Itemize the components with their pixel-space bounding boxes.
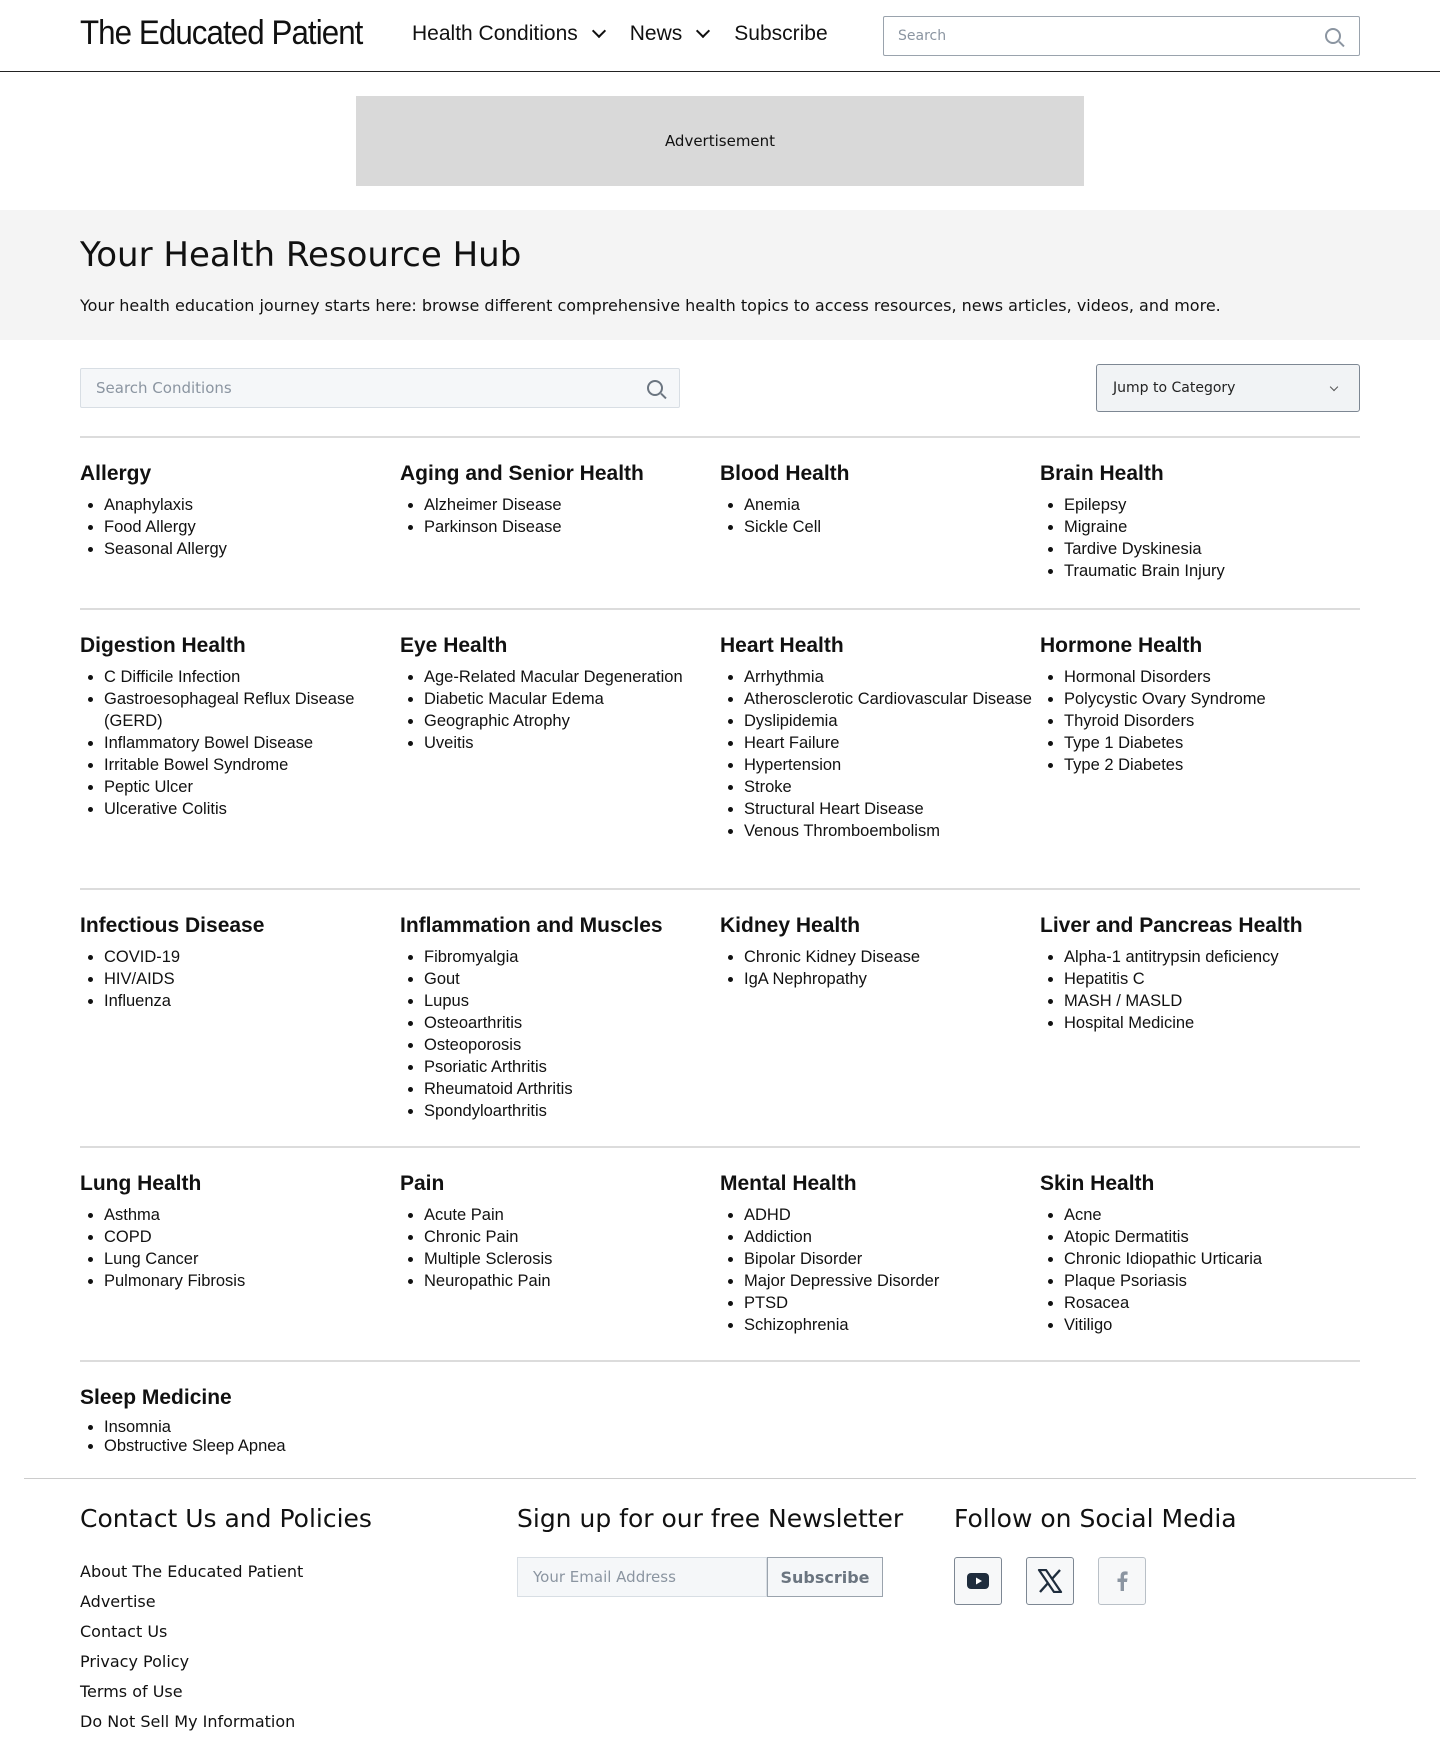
category-lung-health xyxy=(80,1172,400,1360)
list-item xyxy=(104,1226,400,1248)
condition-link[interactable]: Osteoarthritis xyxy=(424,1014,523,1032)
list-item xyxy=(104,1437,404,1456)
condition-link[interactable]: Hospital Medicine xyxy=(1064,1014,1195,1032)
list-item xyxy=(744,1204,1040,1226)
condition-link[interactable]: Pulmonary Fibrosis xyxy=(104,1272,246,1290)
condition-link[interactable]: COPD xyxy=(104,1228,152,1246)
list-item xyxy=(1064,990,1360,1012)
list-item xyxy=(1064,1226,1360,1248)
condition-link[interactable]: Spondyloarthritis xyxy=(424,1102,547,1120)
hero-section xyxy=(0,210,1440,340)
condition-link[interactable]: Acne xyxy=(1064,1206,1102,1224)
jump-to-category-select[interactable] xyxy=(1096,364,1360,412)
condition-link[interactable]: PTSD xyxy=(744,1294,789,1312)
category-list xyxy=(1040,666,1360,776)
category-row xyxy=(80,888,1360,1146)
category-title[interactable]: Hormone Health xyxy=(1040,634,1203,657)
condition-link[interactable]: Acute Pain xyxy=(424,1206,504,1224)
condition-link[interactable]: COVID-19 xyxy=(104,948,181,966)
condition-link[interactable]: Schizophrenia xyxy=(744,1316,849,1334)
list-item xyxy=(744,1314,1040,1336)
youtube-button[interactable] xyxy=(954,1557,1002,1605)
newsletter-subscribe-button[interactable]: Subscribe xyxy=(767,1557,883,1597)
list-item xyxy=(424,1056,720,1078)
list-item xyxy=(424,666,720,688)
category-heart-health xyxy=(720,634,1040,888)
footer-social xyxy=(954,1504,1237,1605)
condition-link[interactable]: Parkinson Disease xyxy=(424,518,562,536)
list-item xyxy=(744,1226,1040,1248)
condition-link[interactable]: Addiction xyxy=(744,1228,812,1246)
category-list xyxy=(720,1204,1040,1336)
condition-link[interactable]: Stroke xyxy=(744,778,792,796)
list-item xyxy=(424,1012,720,1034)
condition-link[interactable]: Alpha-1 antitrypsin deficiency xyxy=(1064,948,1279,966)
page-title: Your Health Resource Hub xyxy=(80,235,522,275)
footer-contact-title: Contact Us and Policies xyxy=(80,1504,372,1533)
facebook-button[interactable] xyxy=(1098,1557,1146,1605)
list-item xyxy=(424,688,720,710)
nav-health-conditions-label: Health Conditions xyxy=(412,22,578,45)
footer-link-about[interactable]: About The Educated Patient xyxy=(80,1562,304,1581)
list-item xyxy=(424,990,720,1012)
condition-link[interactable]: Food Allergy xyxy=(104,518,196,536)
list-item xyxy=(1064,754,1360,776)
condition-link[interactable]: Uveitis xyxy=(424,734,474,752)
list-item xyxy=(424,1226,720,1248)
category-title[interactable]: Blood Health xyxy=(720,462,850,485)
category-title[interactable]: Aging and Senior Health xyxy=(400,462,644,485)
social-title: Follow on Social Media xyxy=(954,1504,1237,1533)
list-item xyxy=(744,820,1040,842)
list-item xyxy=(744,798,1040,820)
category-list xyxy=(400,494,720,538)
list-item xyxy=(424,516,720,538)
list-item xyxy=(744,494,1040,516)
condition-link[interactable]: Insomnia xyxy=(104,1418,171,1436)
list-item xyxy=(104,1270,400,1292)
newsletter-title: Sign up for our free Newsletter xyxy=(517,1504,904,1533)
category-title[interactable]: Sleep Medicine xyxy=(80,1386,232,1409)
category-infectious-disease xyxy=(80,914,400,1146)
nav-news-label: News xyxy=(629,22,683,45)
header-search-input[interactable] xyxy=(884,17,1359,55)
list-item xyxy=(104,1418,404,1437)
condition-link[interactable]: HIV/AIDS xyxy=(104,970,175,988)
category-blood-health xyxy=(720,462,1040,608)
category-list xyxy=(720,494,1040,538)
category-title[interactable]: Digestion Health xyxy=(80,634,246,657)
list-item xyxy=(1064,538,1360,560)
list-item xyxy=(104,946,400,968)
condition-link[interactable]: Structural Heart Disease xyxy=(744,800,924,818)
condition-link[interactable]: Chronic Kidney Disease xyxy=(744,948,921,966)
category-brain-health xyxy=(1040,462,1360,608)
list-item xyxy=(1064,1314,1360,1336)
condition-link[interactable]: MASH / MASLD xyxy=(1064,992,1183,1010)
list-item xyxy=(1064,1292,1360,1314)
category-liver-pancreas-health xyxy=(1040,914,1360,1146)
x-icon xyxy=(1037,1569,1063,1593)
nav-subscribe-label: Subscribe xyxy=(734,22,828,45)
category-inflammation-muscles xyxy=(400,914,720,1146)
list-item xyxy=(744,1248,1040,1270)
list-item xyxy=(104,1204,400,1226)
category-list xyxy=(400,1204,720,1292)
condition-link[interactable]: Rheumatoid Arthritis xyxy=(424,1080,573,1098)
condition-link[interactable]: Psoriatic Arthritis xyxy=(424,1058,547,1076)
social-links xyxy=(954,1557,1237,1605)
condition-link[interactable]: Arrhythmia xyxy=(744,668,824,686)
list-item xyxy=(1064,1012,1360,1034)
condition-link[interactable]: Diabetic Macular Edema xyxy=(424,690,604,708)
category-list xyxy=(80,666,400,820)
footer-newsletter xyxy=(517,1504,903,1597)
list-item xyxy=(424,494,720,516)
condition-link[interactable]: Chronic Idiopathic Urticaria xyxy=(1064,1250,1263,1268)
footer-divider xyxy=(24,1478,1416,1479)
condition-link[interactable]: Anemia xyxy=(744,496,800,514)
condition-link[interactable]: Seasonal Allergy xyxy=(104,540,227,558)
category-row xyxy=(80,1146,1360,1360)
condition-link[interactable]: Neuropathic Pain xyxy=(424,1272,551,1290)
category-hormone-health xyxy=(1040,634,1360,888)
category-pain xyxy=(400,1172,720,1360)
condition-link[interactable]: C Difficile Infection xyxy=(104,668,241,686)
list-item xyxy=(744,710,1040,732)
condition-link[interactable]: Dyslipidemia xyxy=(744,712,838,730)
category-list xyxy=(80,946,400,1012)
list-item xyxy=(744,688,1040,710)
list-item xyxy=(744,754,1040,776)
list-item xyxy=(424,1034,720,1056)
condition-link[interactable]: IgA Nephropathy xyxy=(744,970,867,988)
category-title[interactable]: Skin Health xyxy=(1040,1172,1155,1195)
category-title[interactable]: Eye Health xyxy=(400,634,508,657)
list-item xyxy=(1064,1270,1360,1292)
list-item xyxy=(104,688,400,732)
condition-link[interactable]: Peptic Ulcer xyxy=(104,778,193,796)
condition-link[interactable]: ADHD xyxy=(744,1206,791,1224)
list-item xyxy=(744,732,1040,754)
condition-link[interactable]: Polycystic Ovary Syndrome xyxy=(1064,690,1266,708)
condition-link[interactable]: Vitiligo xyxy=(1064,1316,1113,1334)
list-item xyxy=(1064,1204,1360,1226)
condition-link[interactable]: Hormonal Disorders xyxy=(1064,668,1211,686)
category-aging-senior-health xyxy=(400,462,720,608)
list-item xyxy=(1064,666,1360,688)
category-title[interactable]: Infectious Disease xyxy=(80,914,265,937)
condition-link[interactable]: Plaque Psoriasis xyxy=(1064,1272,1187,1290)
list-item xyxy=(744,1292,1040,1314)
conditions-search-input[interactable] xyxy=(81,369,679,407)
chevron-down-icon xyxy=(592,24,606,38)
condition-link[interactable]: Gout xyxy=(424,970,460,988)
category-list xyxy=(80,1204,400,1292)
newsletter-form xyxy=(517,1557,903,1597)
list-item xyxy=(424,710,720,732)
header-search xyxy=(883,16,1360,56)
chevron-down-icon xyxy=(1330,383,1338,391)
list-item xyxy=(1064,1248,1360,1270)
list-item xyxy=(1064,494,1360,516)
list-item xyxy=(104,798,400,820)
site-logo[interactable]: The Educated Patient xyxy=(80,14,363,52)
condition-link[interactable]: Age-Related Macular Degeneration xyxy=(424,668,683,686)
list-item xyxy=(104,516,400,538)
list-item xyxy=(424,1248,720,1270)
list-item xyxy=(104,754,400,776)
condition-link[interactable]: Inflammatory Bowel Disease xyxy=(104,734,314,752)
category-sleep-medicine xyxy=(80,1386,404,1470)
condition-link[interactable]: Type 2 Diabetes xyxy=(1064,756,1184,774)
condition-link[interactable]: Thyroid Disorders xyxy=(1064,712,1195,730)
condition-link[interactable]: Migraine xyxy=(1064,518,1128,536)
category-list xyxy=(80,494,400,560)
list-item xyxy=(424,968,720,990)
list-item xyxy=(1064,946,1360,968)
footer-link-terms[interactable]: Terms of Use xyxy=(80,1682,183,1701)
condition-link[interactable]: Osteoporosis xyxy=(424,1036,522,1054)
list-item xyxy=(744,776,1040,798)
list-item xyxy=(744,516,1040,538)
category-list xyxy=(80,1418,404,1456)
category-allergy xyxy=(80,462,400,608)
list-item xyxy=(1064,688,1360,710)
condition-link[interactable]: Gastroesophageal Reflux Disease (GERD) xyxy=(104,690,355,730)
main-nav xyxy=(412,22,854,46)
condition-link[interactable]: Tardive Dyskinesia xyxy=(1064,540,1202,558)
condition-link[interactable]: Anaphylaxis xyxy=(104,496,193,514)
category-title[interactable]: Kidney Health xyxy=(720,914,861,937)
footer-link-contact[interactable]: Contact Us xyxy=(80,1622,168,1641)
condition-link[interactable]: Lung Cancer xyxy=(104,1250,199,1268)
youtube-icon xyxy=(967,1573,989,1589)
list-item xyxy=(1064,710,1360,732)
category-grid xyxy=(80,436,1360,1470)
search-icon[interactable] xyxy=(647,380,663,396)
nav-subscribe[interactable] xyxy=(734,22,827,46)
page-description: Your health education journey starts here: browse different comprehensive health topics to access resources, news articles, videos, and more. xyxy=(80,296,1221,315)
list-item xyxy=(1064,560,1360,582)
category-title[interactable]: Brain Health xyxy=(1040,462,1164,485)
list-item xyxy=(424,946,720,968)
site-header xyxy=(0,0,1440,72)
x-button[interactable] xyxy=(1026,1557,1074,1605)
list-item xyxy=(1064,516,1360,538)
condition-link[interactable]: Lupus xyxy=(424,992,469,1010)
condition-link[interactable]: Asthma xyxy=(104,1206,160,1224)
condition-link[interactable]: Irritable Bowel Syndrome xyxy=(104,756,289,774)
list-item xyxy=(104,776,400,798)
category-title[interactable]: Inflammation and Muscles xyxy=(400,914,663,937)
category-eye-health xyxy=(400,634,720,888)
category-skin-health xyxy=(1040,1172,1360,1360)
condition-link[interactable]: Atherosclerotic Cardiovascular Disease xyxy=(744,690,1032,708)
jump-to-category-label: Jump to Category xyxy=(1113,380,1236,396)
nav-news[interactable] xyxy=(630,22,709,46)
category-digestion-health xyxy=(80,634,400,888)
footer-contact xyxy=(80,1504,372,1737)
list-item xyxy=(424,1270,720,1292)
category-title[interactable]: Allergy xyxy=(80,462,152,485)
category-list xyxy=(1040,946,1360,1034)
condition-link[interactable]: Hypertension xyxy=(744,756,842,774)
condition-link[interactable]: Chronic Pain xyxy=(424,1228,519,1246)
advertisement-label: Advertisement xyxy=(664,132,776,150)
condition-link[interactable]: Type 1 Diabetes xyxy=(1064,734,1184,752)
list-item xyxy=(104,666,400,688)
condition-link[interactable]: Fibromyalgia xyxy=(424,948,519,966)
condition-link[interactable]: Sickle Cell xyxy=(744,518,822,536)
category-row xyxy=(80,1360,1360,1470)
category-mental-health xyxy=(720,1172,1040,1360)
category-row xyxy=(80,608,1360,888)
list-item xyxy=(104,494,400,516)
advertisement-banner[interactable] xyxy=(356,96,1084,186)
list-item xyxy=(1064,968,1360,990)
list-item xyxy=(424,1100,720,1122)
condition-link[interactable]: Heart Failure xyxy=(744,734,840,752)
list-item xyxy=(1064,732,1360,754)
condition-link[interactable]: Geographic Atrophy xyxy=(424,712,570,730)
category-row xyxy=(80,436,1360,608)
category-list xyxy=(400,946,720,1122)
nav-health-conditions[interactable] xyxy=(412,22,604,46)
list-item xyxy=(744,968,1040,990)
category-title[interactable]: Heart Health xyxy=(720,634,844,657)
search-icon[interactable] xyxy=(1325,28,1341,44)
category-list xyxy=(1040,494,1360,582)
category-title[interactable]: Mental Health xyxy=(720,1172,857,1195)
conditions-search xyxy=(80,368,680,408)
footer-link-privacy[interactable]: Privacy Policy xyxy=(80,1652,190,1671)
list-item xyxy=(104,538,400,560)
footer-link-advertise[interactable]: Advertise xyxy=(80,1592,156,1611)
list-item xyxy=(104,1248,400,1270)
newsletter-email-input[interactable] xyxy=(517,1557,767,1597)
condition-link[interactable]: Venous Thromboembolism xyxy=(744,822,940,840)
condition-link[interactable]: Bipolar Disorder xyxy=(744,1250,863,1268)
condition-link[interactable]: Atopic Dermatitis xyxy=(1064,1228,1189,1246)
condition-link[interactable]: Multiple Sclerosis xyxy=(424,1250,553,1268)
list-item xyxy=(744,666,1040,688)
list-item xyxy=(104,732,400,754)
list-item xyxy=(104,968,400,990)
list-item xyxy=(424,732,720,754)
condition-link[interactable]: Major Depressive Disorder xyxy=(744,1272,940,1290)
list-item xyxy=(744,1270,1040,1292)
category-list xyxy=(400,666,720,754)
category-list xyxy=(720,666,1040,842)
list-item xyxy=(744,946,1040,968)
condition-link[interactable]: Ulcerative Colitis xyxy=(104,800,227,818)
list-item xyxy=(104,990,400,1012)
condition-link[interactable]: Obstructive Sleep Apnea xyxy=(104,1437,286,1455)
condition-link[interactable]: Traumatic Brain Injury xyxy=(1064,562,1225,580)
condition-link[interactable]: Alzheimer Disease xyxy=(424,496,562,514)
list-item xyxy=(424,1078,720,1100)
condition-link[interactable]: Hepatitis C xyxy=(1064,970,1145,988)
facebook-icon xyxy=(1116,1571,1128,1591)
condition-link[interactable]: Influenza xyxy=(104,992,171,1010)
chevron-down-icon xyxy=(696,24,710,38)
footer-links xyxy=(80,1557,372,1737)
footer-link-do-not-sell[interactable]: Do Not Sell My Information xyxy=(80,1712,296,1731)
condition-link[interactable]: Epilepsy xyxy=(1064,496,1127,514)
category-title[interactable]: Liver and Pancreas Health xyxy=(1040,914,1303,937)
list-item xyxy=(424,1204,720,1226)
category-title[interactable]: Lung Health xyxy=(80,1172,202,1195)
category-list xyxy=(720,946,1040,990)
category-title[interactable]: Pain xyxy=(400,1172,445,1195)
condition-link[interactable]: Rosacea xyxy=(1064,1294,1130,1312)
category-kidney-health xyxy=(720,914,1040,1146)
category-list xyxy=(1040,1204,1360,1336)
